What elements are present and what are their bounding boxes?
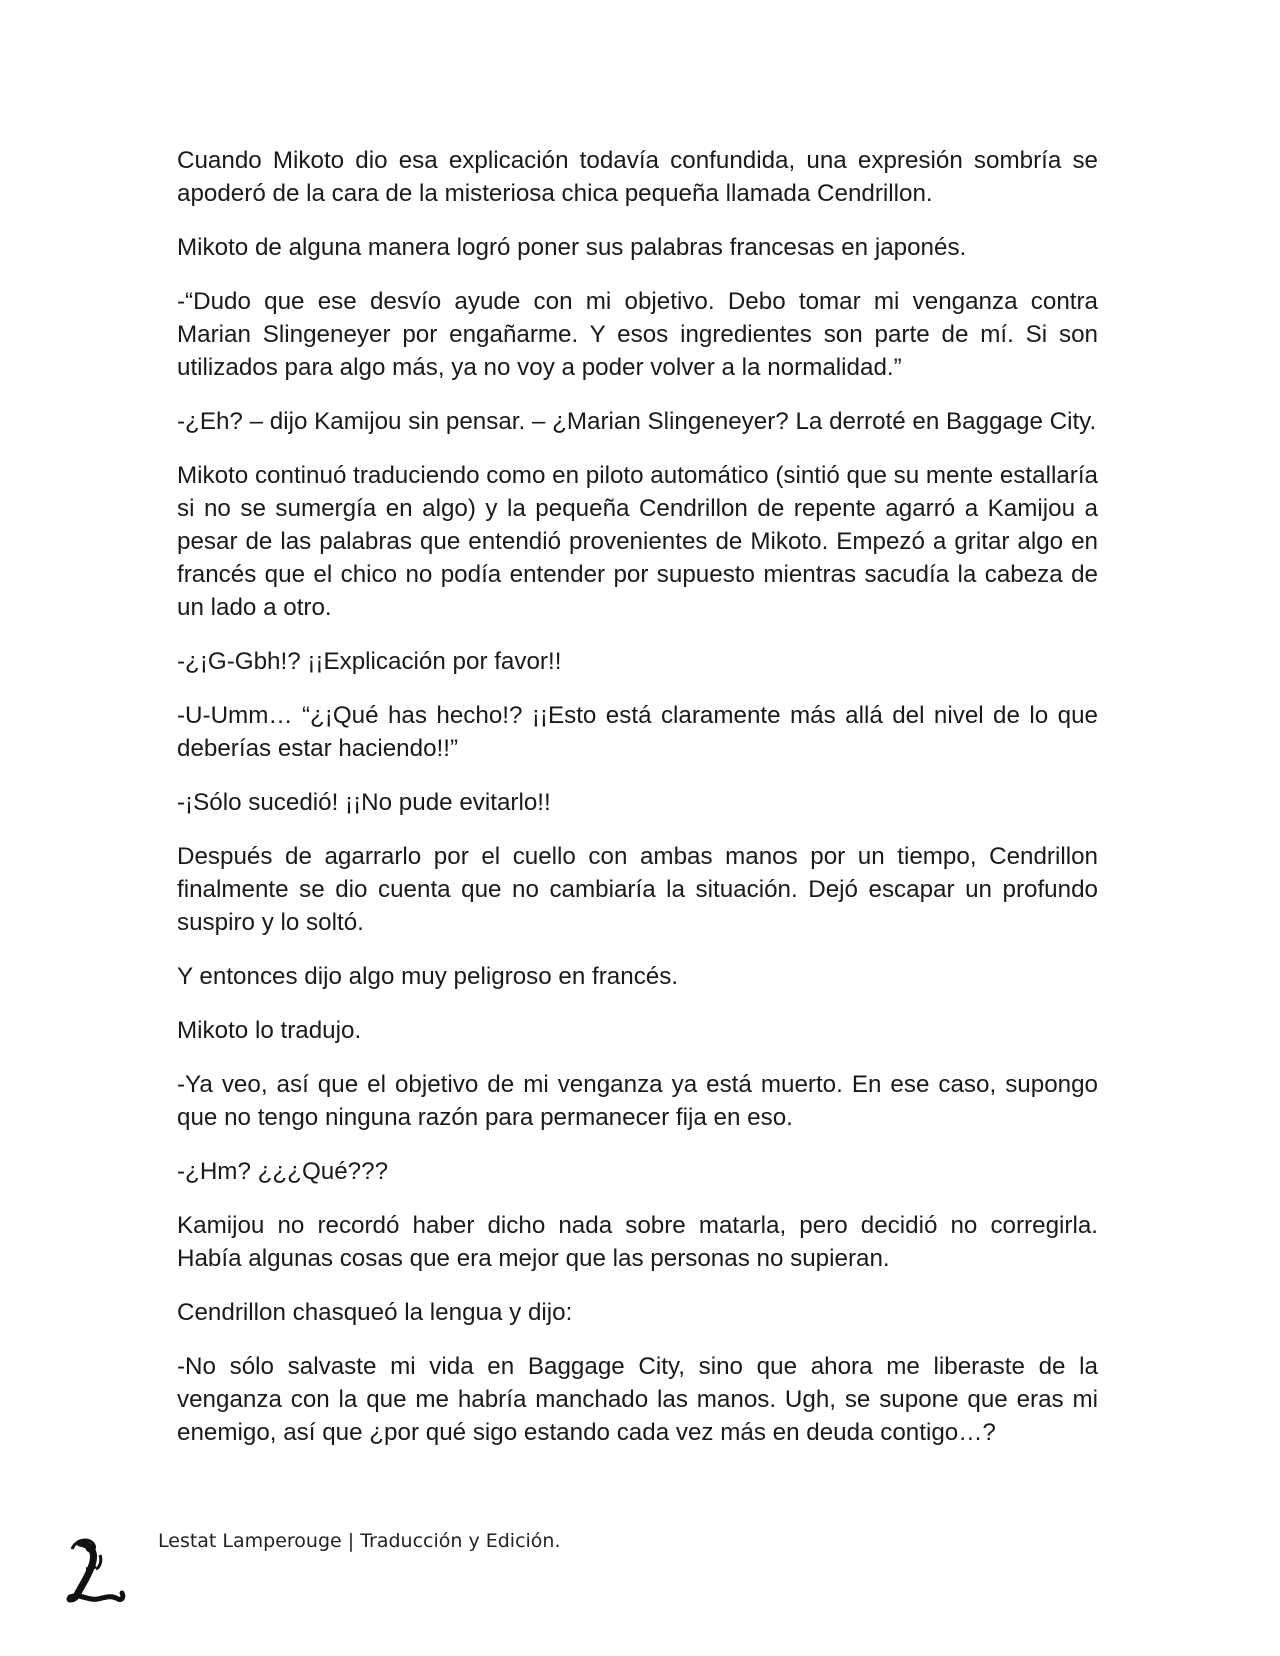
page-footer xyxy=(66,1525,766,1605)
gothic-letter-L-logo-icon xyxy=(66,1535,128,1605)
paragraph: Mikoto continuó traduciendo como en piloto automático (sintió que su mente estallaría si no se sumergía en algo) y la pequeña Cendrillon de repente agarró a Kamijou a pesar de las palabras que entendió provenientes de Mikoto. Empezó a gritar algo en francés que el chico no podía entender por supuesto mientras sacudía la cabeza de un lado a otro. xyxy=(177,462,1098,621)
paragraph: Cuando Mikoto dio esa explicación todavía confundida, una expresión sombría se apoderó de la cara de la misteriosa chica pequeña llamada Cendrillon. xyxy=(177,147,1098,207)
paragraph: -“Dudo que ese desvío ayude con mi objetivo. Debo tomar mi venganza contra Marian Slingeneyer por engañarme. Y esos ingredientes son parte de mí. Si son utilizados para algo más, ya no voy a poder volver a la normalidad.” xyxy=(177,288,1098,381)
paragraph: Y entonces dijo algo muy peligroso en francés. xyxy=(177,963,679,990)
paragraph: Cendrillon chasqueó la lengua y dijo: xyxy=(177,1299,573,1326)
translator-credit: Lestat Lamperouge | Traducción y Edición. xyxy=(158,1530,561,1552)
paragraph: Mikoto de alguna manera logró poner sus palabras francesas en japonés. xyxy=(177,234,967,261)
paragraph: Kamijou no recordó haber dicho nada sobre matarla, pero decidió no corregirla. Había algunas cosas que era mejor que las personas no supieran. xyxy=(177,1212,1098,1272)
paragraph: -¡Sólo sucedió! ¡¡No pude evitarlo!! xyxy=(177,789,551,816)
document-body xyxy=(177,144,1098,1470)
paragraph: -U-Umm… “¿¡Qué has hecho!? ¡¡Esto está claramente más allá del nivel de lo que deberías estar haciendo!!” xyxy=(177,702,1098,762)
paragraph: Después de agarrarlo por el cuello con ambas manos por un tiempo, Cendrillon finalmente se dio cuenta que no cambiaría la situación. Dejó escapar un profundo suspiro y lo soltó. xyxy=(177,843,1098,936)
paragraph: Mikoto lo tradujo. xyxy=(177,1017,362,1044)
paragraph: -¿¡G-Gbh!? ¡¡Explicación por favor!! xyxy=(177,648,562,675)
paragraph: -Ya veo, así que el objetivo de mi venganza ya está muerto. En ese caso, supongo que no tengo ninguna razón para permanecer fija en eso. xyxy=(177,1071,1098,1131)
paragraph: -¿Hm? ¿¿¿Qué??? xyxy=(177,1158,389,1185)
paragraph: -No sólo salvaste mi vida en Baggage City, sino que ahora me liberaste de la venganza con la que me habría manchado las manos. Ugh, se supone que eras mi enemigo, así que ¿por qué sigo estando cada vez más en deuda contigo…? xyxy=(177,1353,1098,1446)
paragraph: -¿Eh? – dijo Kamijou sin pensar. – ¿Marian Slingeneyer? La derroté en Baggage City. xyxy=(177,408,1097,435)
